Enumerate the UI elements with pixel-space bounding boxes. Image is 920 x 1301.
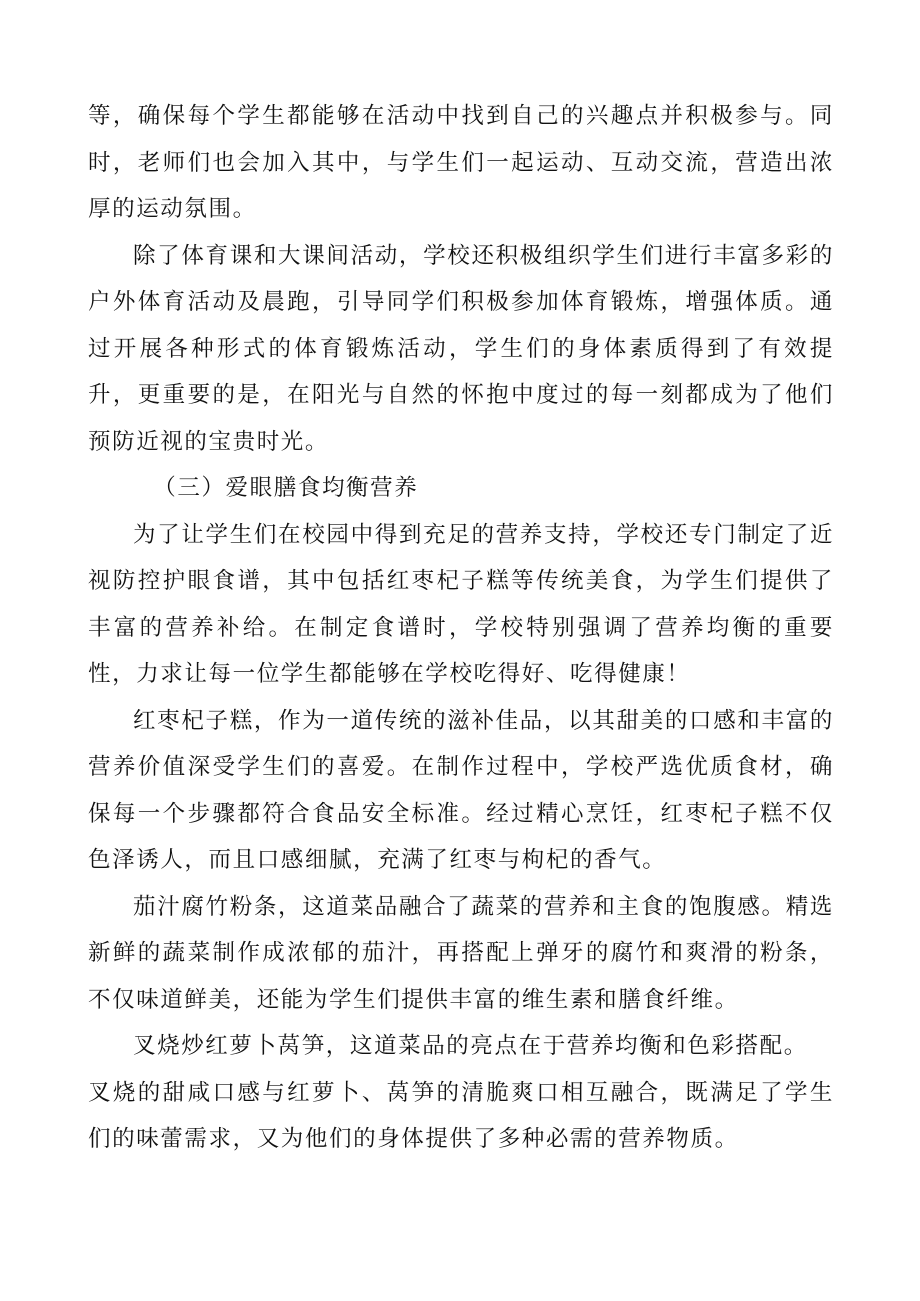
paragraph-char-siu-dish: 叉烧炒红萝卜莴笋，这道菜品的亮点在于营养均衡和色彩搭配。 (133, 1033, 808, 1059)
section-heading-nutrition: （三）爱眼膳食均衡营养 (153, 475, 419, 501)
paragraph-char-siu-continuation: 叉烧的甜咸口感与红萝卜、莴笋的清脆爽口相互融合，既满足了学生们的味蕾需求，又为他们的身体提供了多种必需的营养物质。 (88, 1079, 834, 1152)
paragraph-outdoor-sports: 除了体育课和大课间活动，学校还积极组织学生们进行丰富多彩的户外体育活动及晨跑，引导同学们积极参加体育锻炼，增强体质。通过开展各种形式的体育锻炼活动，学生们的身体素质得到了有效提升，更重要的是，在阳光与自然的怀抱中度过的每一刻都成为了他们预防近视的宝贵时光。 (88, 242, 834, 455)
paragraph-activity-continuation: 等，确保每个学生都能够在活动中找到自己的兴趣点并积极参与。同时，老师们也会加入其中，与学生们一起运动、互动交流，营造出浓厚的运动氛围。 (88, 103, 834, 222)
paragraph-jujube-cake: 红枣杞子糕，作为一道传统的滋补佳品，以其甜美的口感和丰富的营养价值深受学生们的喜爱。在制作过程中，学校严选优质食材，确保每一个步骤都符合食品安全标准。经过精心烹饪，红枣杞子糕不仅色泽诱人，而且口感细腻，充满了红枣与枸杞的香气。 (88, 707, 834, 873)
document-body (88, 93, 834, 1163)
paragraph-tomato-noodles: 茄汁腐竹粉条，这道菜品融合了蔬菜的营养和主食的饱腹感。精选新鲜的蔬菜制作成浓郁的茄汁，再搭配上弹牙的腐竹和爽滑的粉条，不仅味道鲜美，还能为学生们提供丰富的维生素和膳食纤维。 (88, 893, 834, 1013)
paragraph-eye-care-menu: 为了让学生们在校园中得到充足的营养支持，学校还专门制定了近视防控护眼食谱，其中包括红枣杞子糕等传统美食，为学生们提供了丰富的营养补给。在制定食谱时，学校特别强调了营养均衡的重要性，力求让每一位学生都能够在学校吃得好、吃得健康！ (88, 521, 834, 687)
